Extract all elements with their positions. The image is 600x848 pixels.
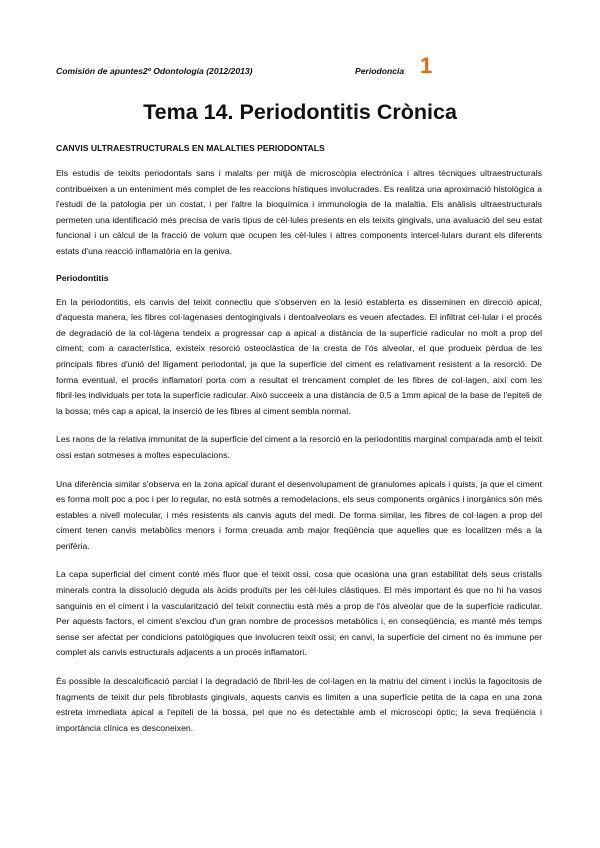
- page-header: [56, 53, 544, 82]
- paragraph: Una diferència similar s'observa en la zona apical durant el desenvolupament de granulomes apicals i quists, ja que el ciment es forma molt poc a poc i per lo regular, no està sotmès a remodelacions, els seus components orgànics i inorgànics són més estables a nivell molecular, i més resistents als canvis aguts del medi. De forma similar, les fibres de col·lagen a prop del ciment tenen canvis metabòlics menors i forma creuada amb major freqüència que aquelles que es localitzen més a la perifèria.: [56, 478, 542, 551]
- document-body: [56, 143, 542, 749]
- header-subject: Periodoncia: [355, 66, 405, 76]
- page-number: 1: [420, 53, 433, 78]
- intro-paragraph: Els estudis de teixits periodontals sans i malalts per mitjà de microscòpia electrònica i altres tècniques ultraestructurals contribueixen a un enteniment més complet de les reaccions hístiques involucrades. Es realitza una aproximació histològica a l'estudi de la patologia per un costat, i per l'altre la bioquímica i immunologia de la malaltia. Els anàlisis ultraestructurals permeten una identificació més precisa de varis tipus de cèl·lules presents en els teixits gingivals, una avaluació del seu estat funcional i un càlcul de la fracció de volum que ocupen les cèl·lules i altres components intercel·lulars durant els diferents estats d'una reacció inflamatòria en la geniva.: [56, 168, 542, 256]
- paragraph: La capa superficial del ciment conté més fluor que el teixit ossi, cosa que ocasiona una gran estabilitat dels seus cristalls minerals contra la dissolució deguda als àcids produïts per les cèl·lules clàstiques. El més important és que no hi ha vasos sanguinis en el ciment i la vascularització del teixit connectiu està més a prop de l'ós alveolar que de la superfície radicular. Per aquests factors, el ciment s'exclou d'un gran nombre de processos metabòlics i, en conseqüència, es manté més temps sense ser afectat per condicions patològiques que involucren teixit ossi; en canvi, la superfície del ciment no és immune per complet als canvis estructurals adjacents a un procés inflamatori.: [56, 569, 542, 658]
- paragraph: En la periodontitis, els canvis del teixit connectiu que s'observen en la lesió establerta es disseminen en direcció apical, d'aquesta manera, les fibres col·lagenases dentogingivals i dentoalveolars es veuen afectades. El infiltrat cel·lular i el procés de degradació de la col·làgena tendeix a progressar cap a apical a distància de la superfície radicular no molt a prop del ciment; com a característica, existeix resorció osteoclàstica de la cresta de l'ós alveolar, el que produeix pèrdua de les principals fibres d'unió del lligament periodontal, ja que la superfície del ciment es relativament resistent a la resorció. De forma eventual, el procés inflamatori porta com a resultat el trencament complet de les fibres de col·lagen, així com les fibril·les individuals per tota la superfície radicular. Això succeeix a una distància de 0.5 a 1mm apical de la base de l'epiteli de la bossa; més cap a apical, la inserció de les fibres al ciment sembla normal.: [56, 296, 542, 416]
- paragraph: Les raons de la relativa immunitat de la superfície del ciment a la resorció en la periodontitis marginal comparada amb el teixit ossi estan sotmeses a moltes especulacions.: [56, 434, 542, 460]
- header-course-info: Comisión de apuntes2º Odontología (2012/2013): [56, 66, 253, 76]
- section-heading: CANVIS ULTRAESTRUCTURALS EN MALALTIES PERIODONTALS: [56, 143, 325, 153]
- page-title: Tema 14. Periodontitis Crònica: [143, 100, 457, 124]
- subheading-periodontitis: Periodontitis: [56, 272, 109, 283]
- paragraph: És possible la descalcificació parcial i la degradació de fibril·les de col·lagen en la matriu del ciment i inclús la fagocitosis de fragments de teixit dur pels fibroblasts gingivals, aquests canvis es limiten a una superfície petita de la capa en una zona estreta immediata apical a l'epiteli de la bossa, pel que no és detectable amb el microscopi òptic; la seva freqüència i importància clínica es desconeixen.: [56, 676, 542, 733]
